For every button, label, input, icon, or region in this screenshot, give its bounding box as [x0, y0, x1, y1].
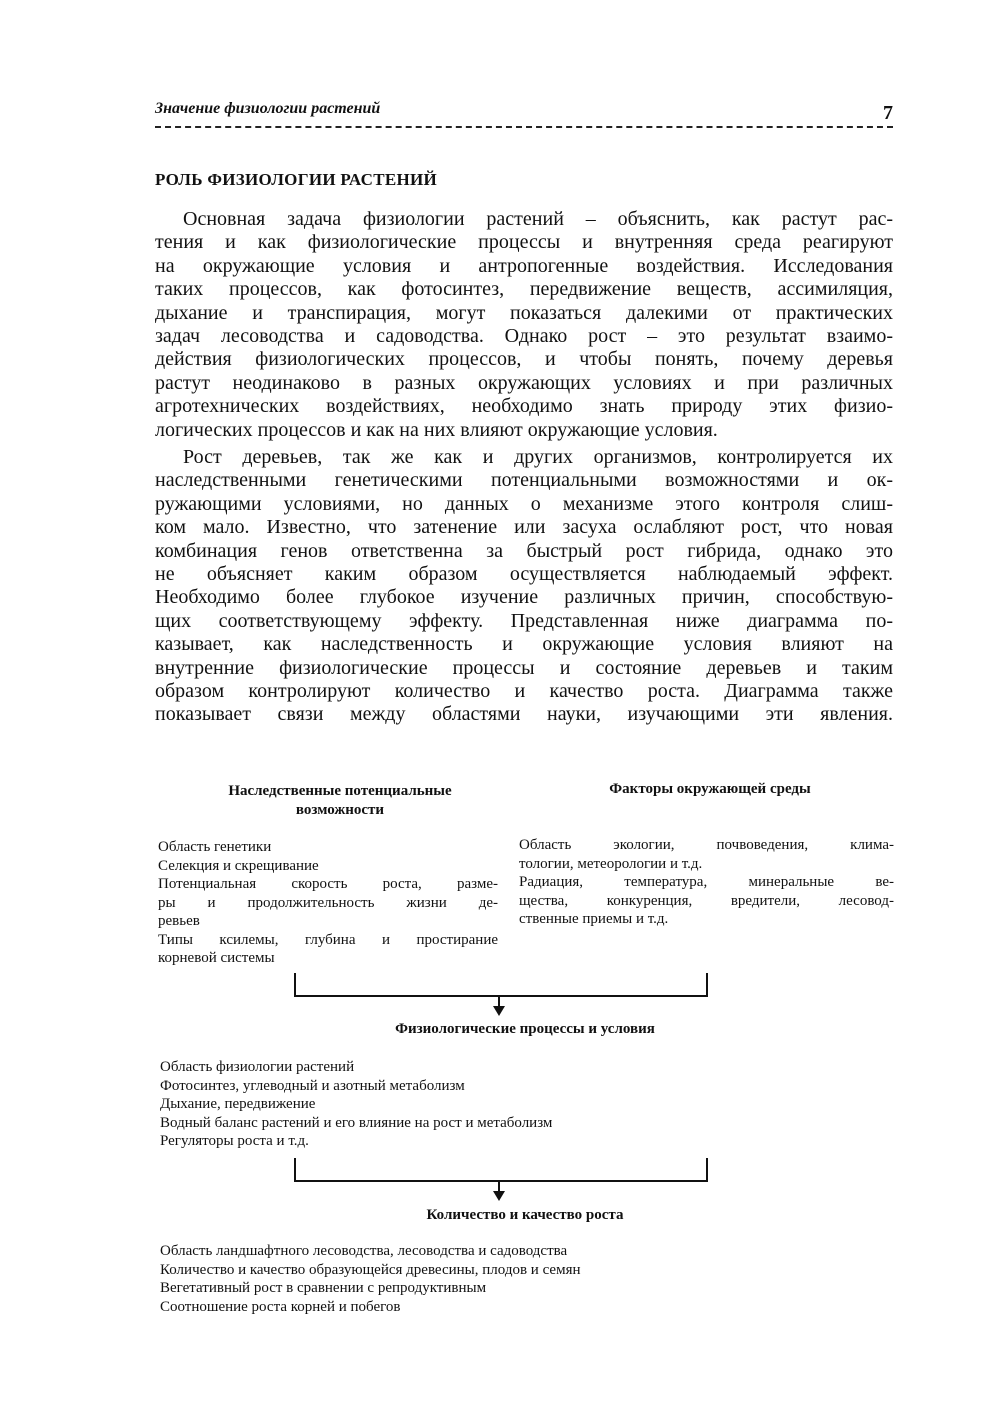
paragraph-line: щих соответствующему эффекту. Представленная ниже диаграмма по- — [155, 609, 893, 632]
running-title: Значение физиологии растений — [155, 100, 381, 117]
paragraph-2 — [155, 446, 893, 727]
section-title: РОЛЬ ФИЗИОЛОГИИ РАСТЕНИЙ — [155, 170, 438, 189]
environment-item: Радиация, температура, минеральные ве- — [519, 874, 894, 890]
paragraph-1 — [155, 208, 893, 442]
heredity-item: ры и продолжительность жизни де- — [158, 894, 498, 911]
growth-item: Соотношение роста корней и побегов — [160, 1298, 401, 1315]
paragraph-line: ком мало. Известно, что затенение или засуха ослабляют рост, что новая — [155, 516, 893, 539]
physiology-item: Область физиологии растений — [160, 1059, 355, 1075]
heredity-item: Область генетики — [158, 839, 272, 855]
physiology-list — [160, 1058, 720, 1151]
growth-list — [160, 1242, 740, 1316]
heredity-item: корневой системы — [158, 950, 275, 966]
bracket-connector-1 — [294, 973, 708, 997]
paragraph-line: таких процессов, как фотосинтез, передвижение веществ, ассимиляция, — [155, 278, 893, 301]
paragraph-line: действия физиологических процессов, и чтобы понять, почему деревья — [155, 348, 893, 371]
header-rule — [155, 126, 893, 128]
heredity-item: Потенциальная скорость роста, разме- — [158, 876, 498, 892]
paragraph-line: комбинация генов ответственна за быстрый рост гибрида, однако это — [155, 539, 893, 562]
growth-heading: Количество и качество роста — [426, 1207, 624, 1223]
environment-item: тологии, метеорологии и т.д. — [519, 855, 703, 872]
paragraph-line: наследственными генетическими потенциальными возможностями и ок- — [155, 469, 893, 492]
paragraph-line: растут неодинаково в разных окружающих условиях и при различных — [155, 371, 893, 394]
environment-item: ственные приемы и т.д. — [519, 911, 669, 927]
paragraph-line: логических процессов и как на них влияют окружающие условия. — [155, 418, 718, 441]
physiology-item: Водный баланс растений и его влияние на рост и метаболизм — [160, 1114, 553, 1131]
bracket-connector-2 — [294, 1158, 708, 1182]
paragraph-line: тения и как физиологические процессы и внутренняя среда реагируют — [155, 231, 893, 254]
paragraph-line: Рост деревьев, так же как и других организмов, контролируется их — [183, 446, 893, 468]
paragraph-line: казывает, как наследственность и окружающие условия влияют на — [155, 633, 893, 656]
paragraph-line: образом контролируют количество и качество роста. Диаграмма также — [155, 680, 893, 703]
paragraph-line: Необходимо более глубокое изучение различных причин, способствую- — [155, 586, 893, 609]
paragraph-line: на окружающие условия и антропогенные воздействия. Исследования — [155, 254, 893, 277]
paragraph-line: внутренние физиологические процессы и состояние деревьев и таким — [155, 656, 893, 679]
page-number: 7 — [883, 102, 893, 124]
running-head — [155, 100, 893, 124]
physiology-item: Дыхание, передвижение — [160, 1096, 316, 1112]
paragraph-line: не объясняет каким образом осуществляется наблюдаемый эффект. — [155, 563, 893, 586]
growth-item: Область ландшафтного лесоводства, лесоводства и садоводства — [160, 1243, 568, 1259]
heredity-heading-line: Наследственные потенциальные — [228, 783, 452, 799]
paragraph-line: ружающими условиями, но данных о механизме этого контроля слиш- — [155, 492, 893, 515]
paragraph-line: дыхание и транспирация, могут показаться далекими от практических — [155, 301, 893, 324]
heredity-heading — [180, 782, 500, 820]
paragraph-line: Основная задача физиологии растений – объяснить, как растут рас- — [183, 208, 893, 230]
paragraph-line: агротехнических воздействиях, необходимо знать природу этих физио- — [155, 395, 893, 418]
growth-item: Количество и качество образующейся древесины, плодов и семян — [160, 1261, 581, 1278]
physiology-heading: Физиологические процессы и условия — [395, 1021, 655, 1037]
paragraph-line: задач лесоводства и садоводства. Однако рост – это результат взаимо- — [155, 325, 893, 348]
heredity-item: Типы ксилемы, глубина и простирание — [158, 931, 498, 948]
arrow-down-icon — [493, 1006, 505, 1016]
paragraph-line: показывает связи между областями науки, изучающими эти явления. — [155, 703, 893, 726]
heredity-item: ревьев — [158, 913, 200, 929]
environment-list — [519, 836, 894, 929]
heredity-list — [158, 838, 498, 968]
environment-item: Область экологии, почвоведения, клима- — [519, 837, 894, 853]
physiology-item: Регуляторы роста и т.д. — [160, 1133, 309, 1149]
arrow-down-icon — [493, 1191, 505, 1201]
physiology-item: Фотосинтез, углеводный и азотный метаболизм — [160, 1077, 465, 1094]
heredity-heading-line: возможности — [295, 802, 385, 818]
growth-item: Вегетативный рост в сравнении с репродуктивным — [160, 1280, 487, 1296]
environment-item: щества, конкуренция, вредители, лесовод- — [519, 892, 894, 909]
heredity-item: Селекция и скрещивание — [158, 857, 319, 874]
environment-heading: Факторы окружающей среды — [609, 781, 811, 797]
